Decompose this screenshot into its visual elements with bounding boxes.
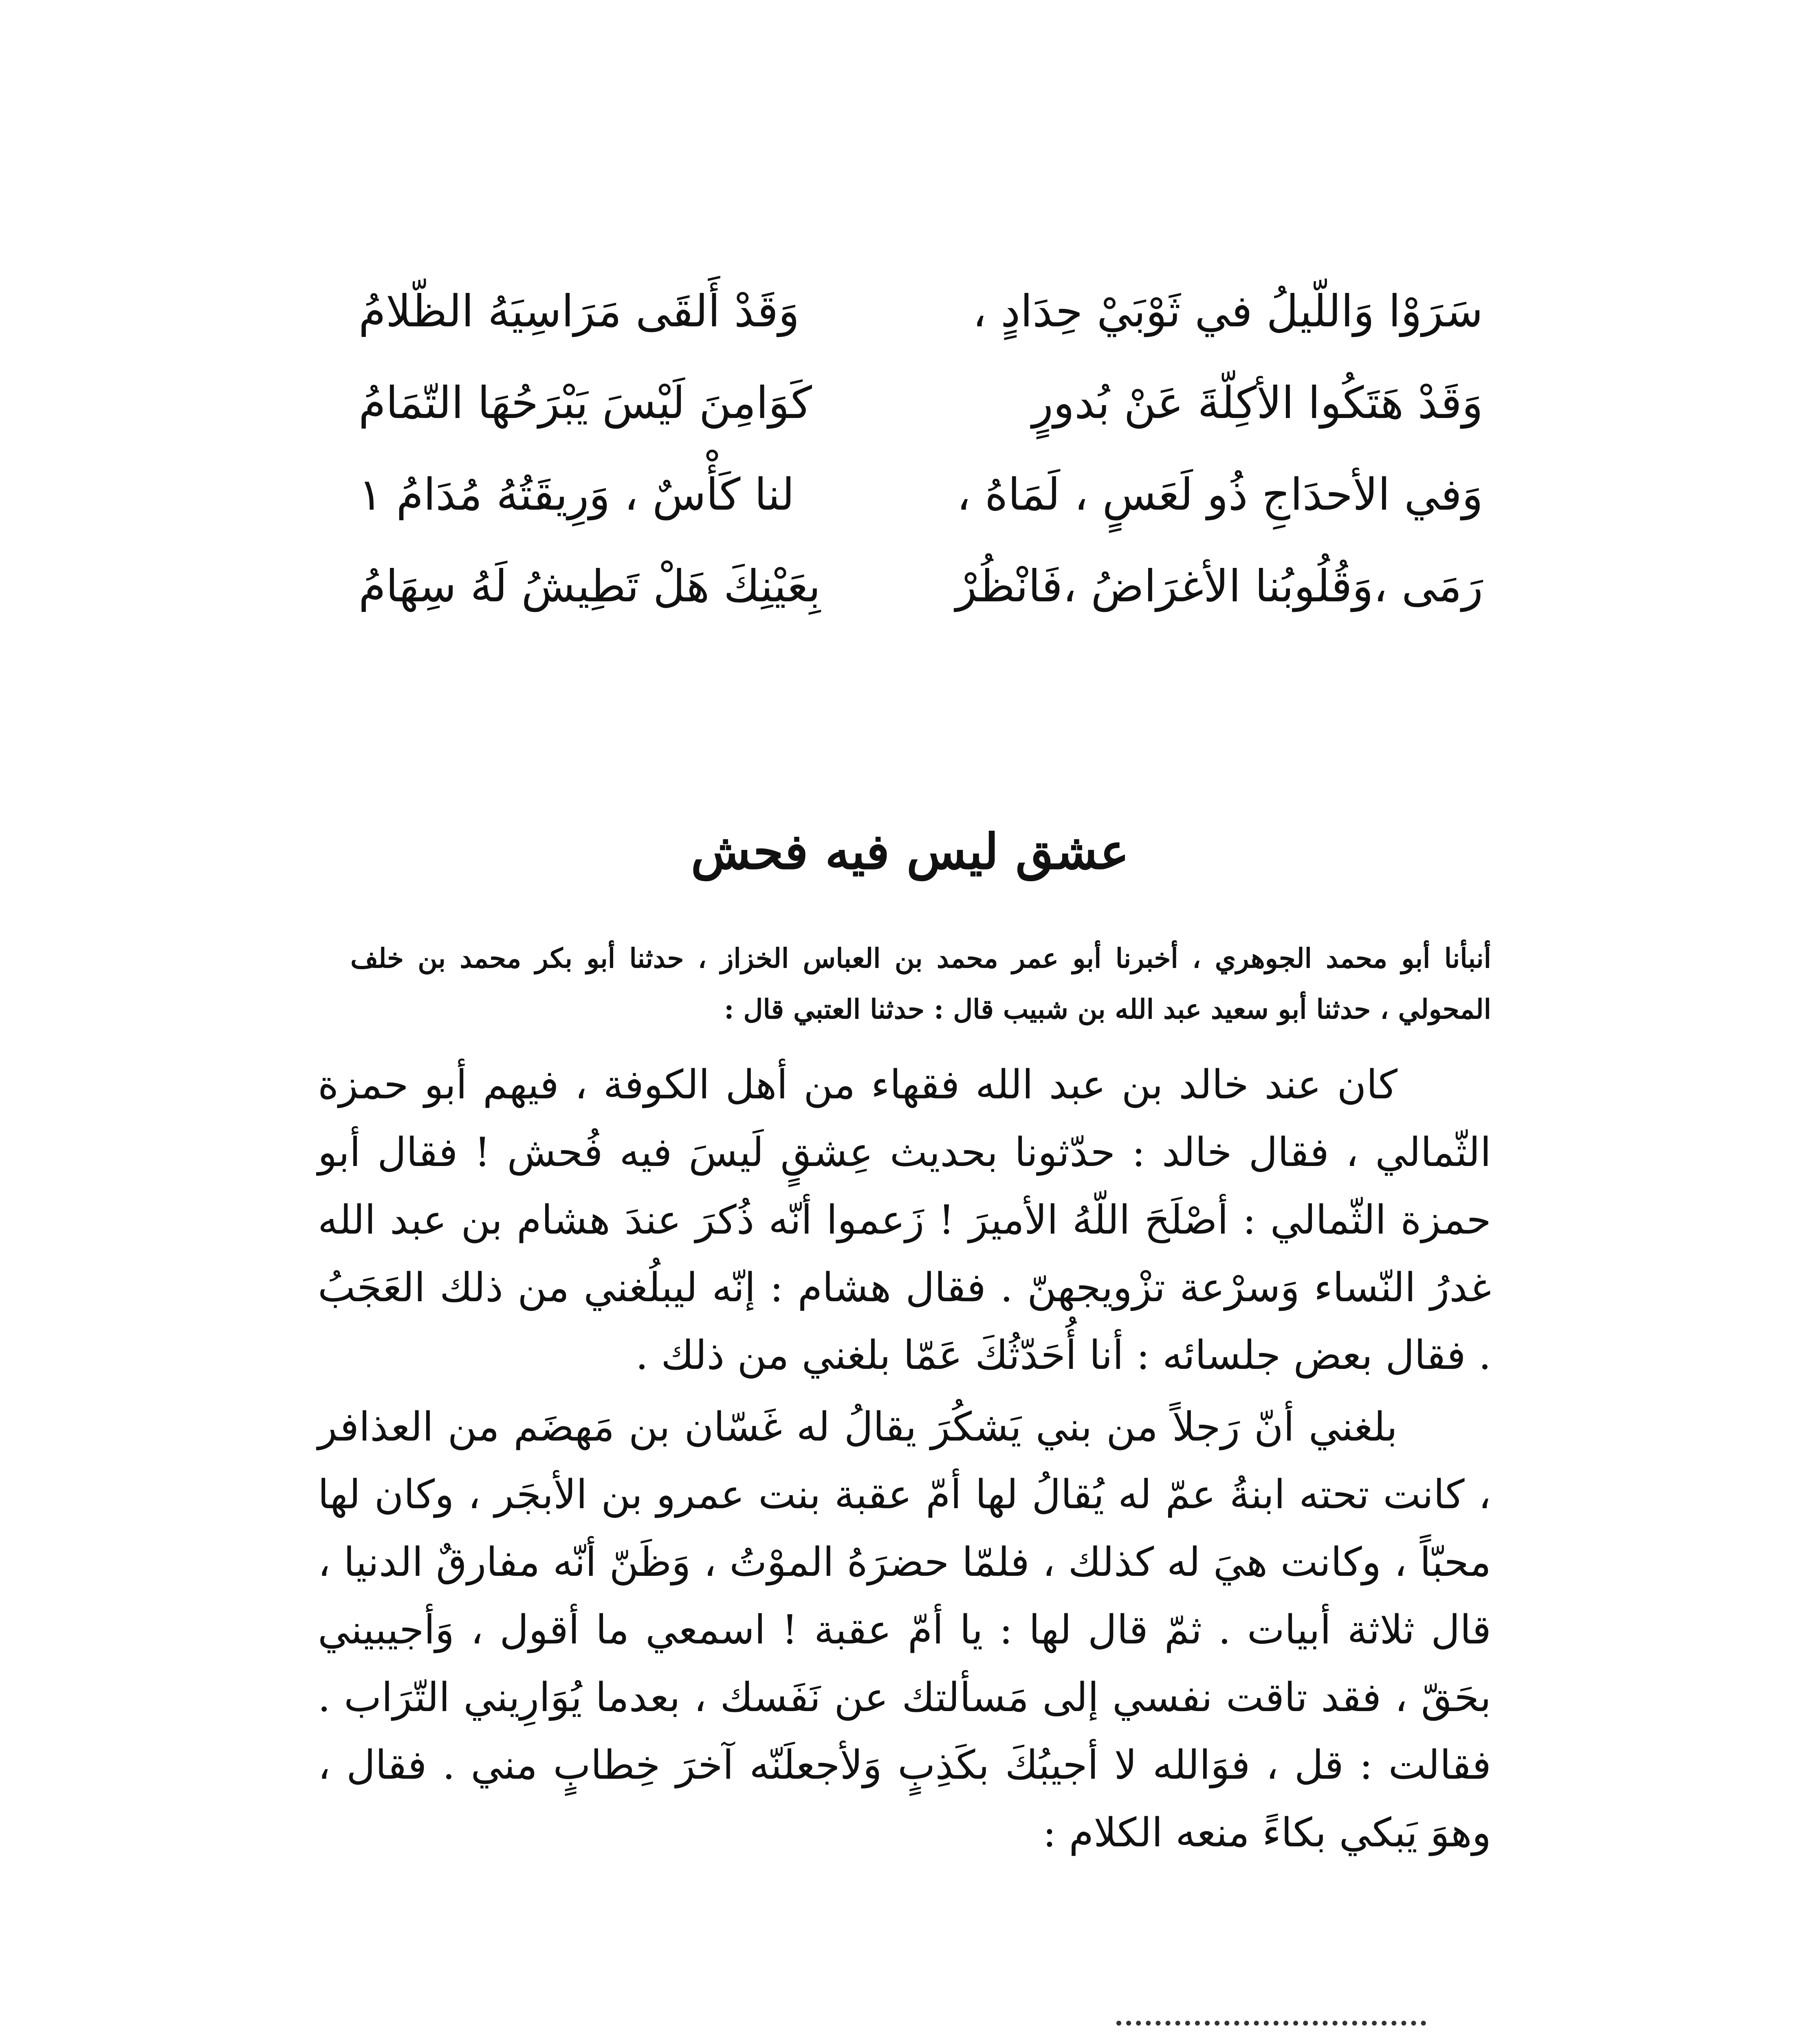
verse-first-hemistich: رَمَى ،وَقُلُوبُنا الأغرَاضُ ،فَانْظُرْ (955, 561, 1483, 612)
paragraph: بلغني أنّ رَجلاً من بني يَشكُرَ يقالُ له غَسّان بن مَهضَم من العذافر ، كانت تحته ابنةُ عمّ له يُقالُ لها أمّ عقبة بنت عمرو بن الأبجَر ، وكان لها محبّاً ، وكانت هيَ له كذلك ، فلمّا حضرَهُ الموْتُ ، وَظَنّ أنّه مفارقٌ الدنيا ، قال ثلاثة أبيات . ثمّ قال لها : يا أمّ عقبة ! اسمعي ما أقول ، وَأجيبيني بحَقّ ، فقد تاقت نفسي إلى مَسألتك عن نَفَسك ، بعدما يُوَارِيني التّرَاب . فقالت : قل ، فوَالله لا أجيبُكَ بكَذِبٍ وَلأجعلَنّه آخرَ خِطابٍ مني . فقال ، وهوَ يَبكي بكاءً منعه الكلام : (318, 1404, 1491, 1856)
poem-verse (359, 560, 1483, 652)
verse-first-hemistich: وَفي الأحدَاجِ ذُو لَعَسٍ ، لَمَاهُ ، (956, 469, 1483, 520)
paragraph: كان عند خالد بن عبد الله فقهاء من أهل الكوفة ، فيهم أبو حمزة الثّمالي ، فقال خالد : حدّثونا بحديث عِشقٍ لَيسَ فيه فُحش ! فقال أبو حمزة الثّمالي : أصْلَحَ اللّهُ الأميرَ ! زَعموا أنّه ذُكرَ عندَ هشام بن عبد الله غدرُ النّساء وَسرْعة تزْويجهنّ . فقال هشام : إنّه ليبلُغني من ذلك العَجَبُ . فقال بعض جلسائه : أنا أُحَدّثُكَ عَمّا بلغني من ذلك . (318, 1062, 1491, 1379)
verse-second-hemistich: بِعَيْنِكَ هَلْ تَطِيشُ لَهُ سِهَامُ (359, 561, 821, 612)
verse-first-hemistich: وَقَدْ هَتَكُوا الأكِلّةَ عَنْ بُدورٍ (1032, 378, 1483, 429)
body-text (318, 1051, 1491, 1867)
footnote-separator (1116, 2021, 1426, 2026)
verse-first-hemistich: سَرَوْا وَاللّيلُ في ثَوْبَيْ حِدَادٍ ، (972, 286, 1483, 337)
verse-second-hemistich: كَوَامِنَ لَيْسَ يَبْرَحُهَا التّمَامُ (359, 378, 812, 429)
verse-second-hemistich: لنا كَأْسٌ ، وَرِيقَتُهُ مُدَامُ ١ (359, 469, 794, 520)
poem-block (359, 285, 1483, 652)
poem-verse (359, 377, 1483, 469)
poem-verse (359, 285, 1483, 377)
verse-second-hemistich: وَقَدْ أَلقَى مَرَاسِيَهُ الظّلامُ (359, 286, 800, 337)
isnad-chain: أنبأنا أبو محمد الجوهري ، أخبرنا أبو عمر محمد بن العباس الخزاز ، حدثنا أبو بكر محمد بن خلف المحولي ، حدثنا أبو سعيد عبد الله بن شبيب قال : حدثنا العتبي قال : (350, 942, 1491, 1025)
section-title: عشق ليس فيه فحش (691, 823, 1129, 880)
poem-verse (359, 469, 1483, 560)
